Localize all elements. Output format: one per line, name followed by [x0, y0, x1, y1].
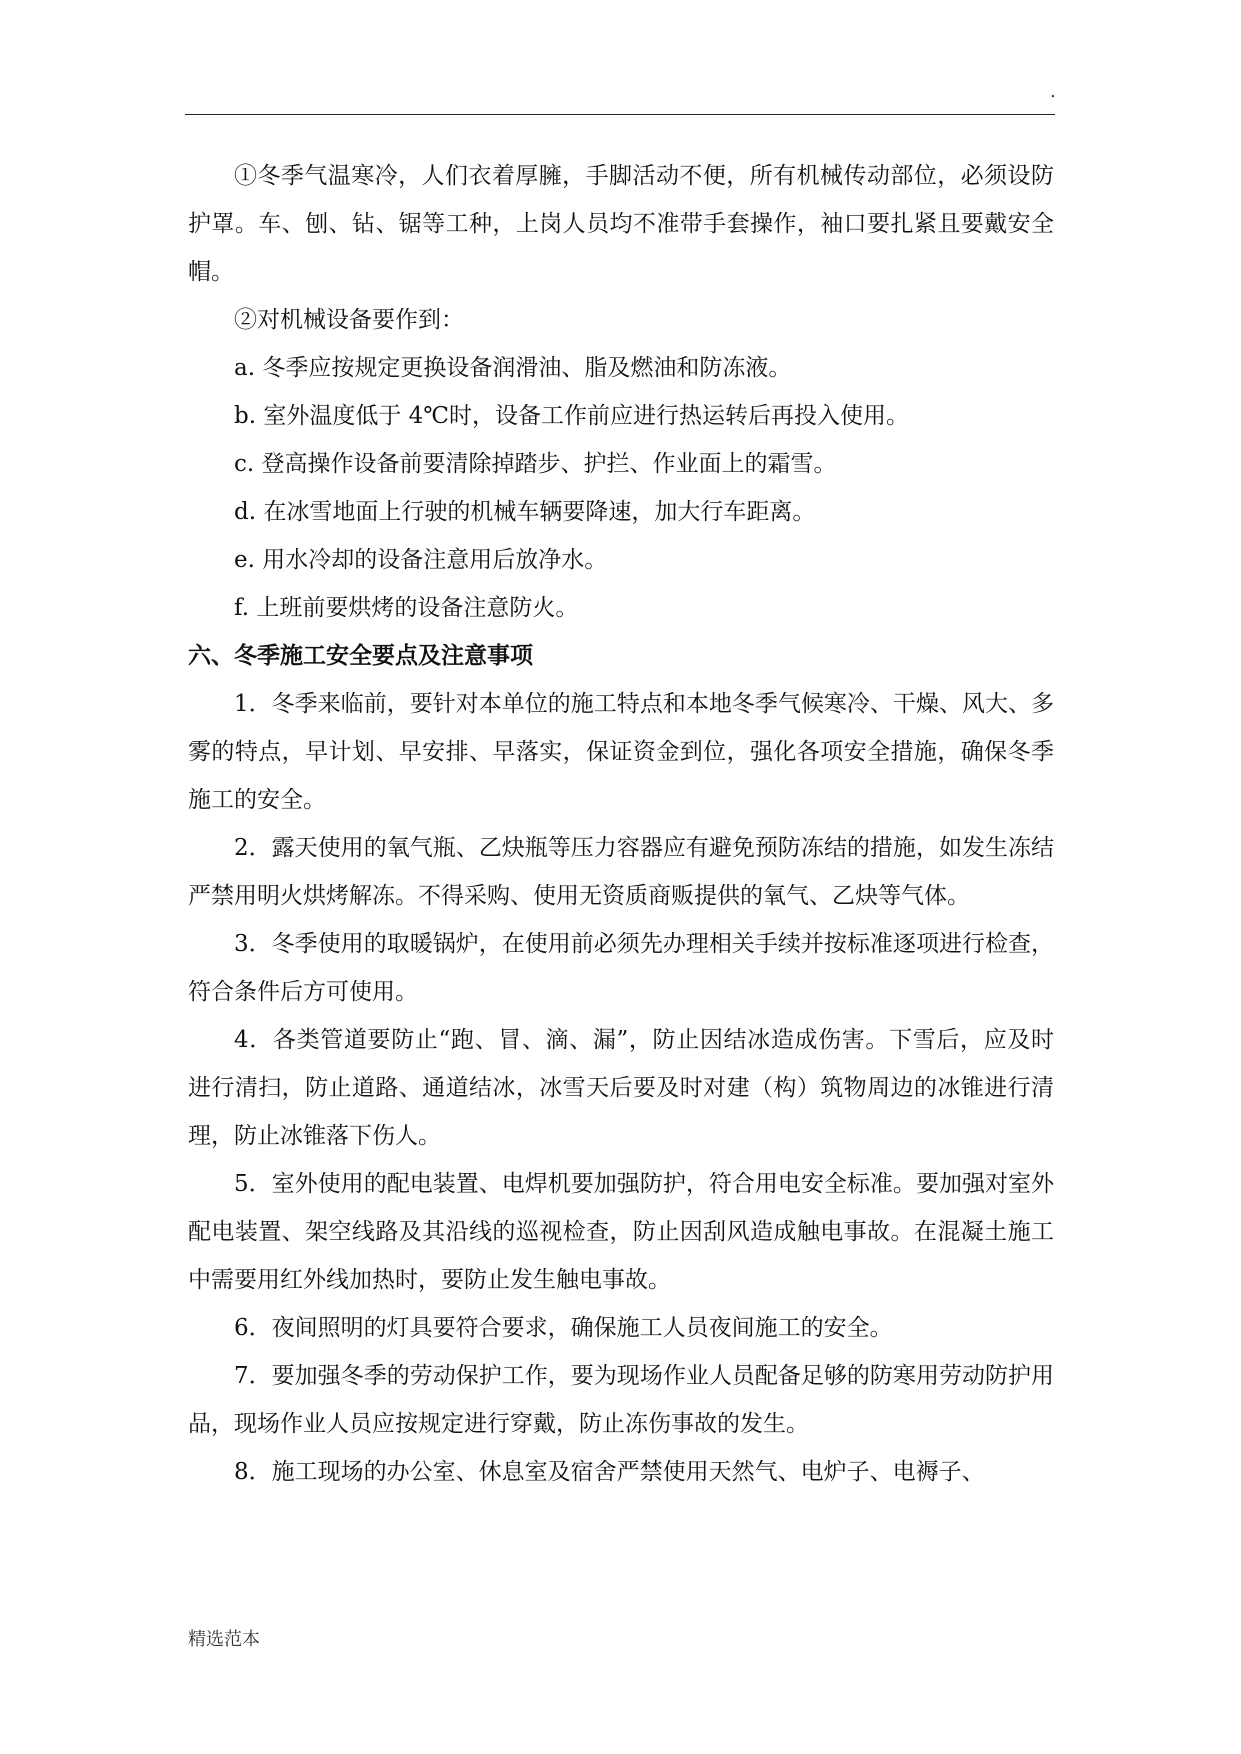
paragraph-equipment-intro: ②对机械设备要作到：	[234, 307, 464, 333]
safety-item-8: 8．施工现场的办公室、休息室及宿舍严禁使用天然气、电炉子、电褥子、	[234, 1459, 985, 1485]
safety-item-6: 6．夜间照明的灯具要符合要求，确保施工人员夜间施工的安全。	[234, 1315, 893, 1341]
equipment-item-e: e. 用水冷却的设备注意用后放净水。	[234, 547, 608, 573]
paragraph-protection: ①冬季气温寒冷，人们衣着厚臃，手脚活动不便，所有机械传动部位，必须设防护罩。车、刨、钻、锯等工种，上岗人员均不准带手套操作，袖口要扎紧且要戴安全帽。	[188, 163, 1054, 285]
equipment-item-f: f. 上班前要烘烤的设备注意防火。	[234, 595, 579, 621]
safety-item-5: 5．室外使用的配电装置、电焊机要加强防护，符合用电安全标准。要加强对室外配电装置、架空线路及其沿线的巡视检查，防止因刮风造成触电事故。在混凝土施工中需要用红外线加热时，要防止发生触电事故。	[188, 1171, 1054, 1293]
equipment-item-b: b. 室外温度低于 4℃时，设备工作前应进行热运转后再投入使用。	[234, 403, 910, 429]
safety-item-3: 3．冬季使用的取暖锅炉，在使用前必须先办理相关手续并按标准逐项进行检查，符合条件后方可使用。	[188, 931, 1054, 1005]
equipment-item-c: c. 登高操作设备前要清除掉踏步、护拦、作业面上的霜雪。	[234, 451, 837, 477]
safety-item-2: 2．露天使用的氧气瓶、乙炔瓶等压力容器应有避免预防冻结的措施，如发生冻结严禁用明火烘烤解冻。不得采购、使用无资质商贩提供的氧气、乙炔等气体。	[188, 835, 1054, 909]
header-rule	[185, 114, 1055, 115]
header-mark: .	[1050, 81, 1056, 102]
safety-item-4: 4．各类管道要防止“跑、冒、滴、漏”，防止因结冰造成伤害。下雪后，应及时进行清扫，防止道路、通道结冰，冰雪天后要及时对建（构）筑物周边的冰锥进行清理，防止冰锥落下伤人。	[188, 1027, 1054, 1149]
safety-item-7: 7．要加强冬季的劳动保护工作，要为现场作业人员配备足够的防寒用劳动防护用品，现场作业人员应按规定进行穿戴，防止冻伤事故的发生。	[188, 1363, 1054, 1437]
equipment-item-a: a. 冬季应按规定更换设备润滑油、脂及燃油和防冻液。	[234, 355, 792, 381]
section-heading: 六、冬季施工安全要点及注意事项	[188, 642, 533, 669]
document-body	[188, 152, 1054, 1496]
footer-label: 精选范本	[188, 1629, 260, 1650]
safety-item-1: 1．冬季来临前，要针对本单位的施工特点和本地冬季气候寒冷、干燥、风大、多雾的特点，早计划、早安排、早落实，保证资金到位，强化各项安全措施，确保冬季施工的安全。	[188, 691, 1054, 813]
equipment-item-d: d. 在冰雪地面上行驶的机械车辆要降速，加大行车距离。	[234, 499, 816, 525]
